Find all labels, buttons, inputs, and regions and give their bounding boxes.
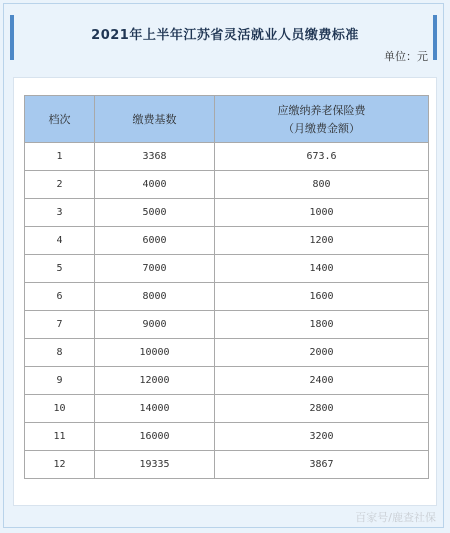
cell-base: 14000 bbox=[95, 395, 215, 423]
table-row bbox=[25, 311, 429, 339]
fee-table bbox=[24, 95, 429, 479]
cell-base: 16000 bbox=[95, 423, 215, 451]
table-row bbox=[25, 423, 429, 451]
cell-grade: 12 bbox=[25, 451, 95, 479]
unit-label: 单位：元 bbox=[384, 50, 428, 63]
cell-grade: 9 bbox=[25, 367, 95, 395]
cell-base: 5000 bbox=[95, 199, 215, 227]
cell-fee: 1000 bbox=[215, 199, 429, 227]
table-row bbox=[25, 367, 429, 395]
table-header-row bbox=[25, 96, 429, 143]
header-fee-line1: 应缴纳养老保险费 bbox=[277, 104, 366, 117]
cell-fee: 673.6 bbox=[215, 143, 429, 171]
cell-fee: 3867 bbox=[215, 451, 429, 479]
cell-base: 12000 bbox=[95, 367, 215, 395]
header-fee bbox=[215, 96, 429, 143]
table-row bbox=[25, 339, 429, 367]
table-row bbox=[25, 283, 429, 311]
cell-grade: 8 bbox=[25, 339, 95, 367]
table-card bbox=[13, 77, 437, 506]
cell-fee: 2400 bbox=[215, 367, 429, 395]
table-row bbox=[25, 227, 429, 255]
cell-base: 9000 bbox=[95, 311, 215, 339]
cell-base: 3368 bbox=[95, 143, 215, 171]
cell-grade: 3 bbox=[25, 199, 95, 227]
header-grade: 档次 bbox=[25, 96, 95, 143]
watermark-text: 百家号/鹿查社保 bbox=[355, 511, 436, 524]
cell-base: 19335 bbox=[95, 451, 215, 479]
cell-grade: 10 bbox=[25, 395, 95, 423]
cell-base: 4000 bbox=[95, 171, 215, 199]
cell-grade: 2 bbox=[25, 171, 95, 199]
table-row bbox=[25, 395, 429, 423]
cell-grade: 7 bbox=[25, 311, 95, 339]
cell-fee: 800 bbox=[215, 171, 429, 199]
cell-fee: 1800 bbox=[215, 311, 429, 339]
cell-fee: 1400 bbox=[215, 255, 429, 283]
table-row bbox=[25, 171, 429, 199]
table-row bbox=[25, 143, 429, 171]
table-row bbox=[25, 451, 429, 479]
header-fee-line2: （月缴费金额） bbox=[283, 122, 360, 135]
cell-base: 10000 bbox=[95, 339, 215, 367]
cell-fee: 1200 bbox=[215, 227, 429, 255]
cell-base: 6000 bbox=[95, 227, 215, 255]
header-base: 缴费基数 bbox=[95, 96, 215, 143]
table-row bbox=[25, 199, 429, 227]
cell-fee: 1600 bbox=[215, 283, 429, 311]
cell-base: 8000 bbox=[95, 283, 215, 311]
page-title: 2021年上半年江苏省灵活就业人员缴费标准 bbox=[91, 28, 359, 43]
cell-base: 7000 bbox=[95, 255, 215, 283]
cell-fee: 3200 bbox=[215, 423, 429, 451]
cell-grade: 4 bbox=[25, 227, 95, 255]
cell-grade: 6 bbox=[25, 283, 95, 311]
cell-grade: 11 bbox=[25, 423, 95, 451]
cell-fee: 2000 bbox=[215, 339, 429, 367]
cell-grade: 1 bbox=[25, 143, 95, 171]
table-row bbox=[25, 255, 429, 283]
cell-grade: 5 bbox=[25, 255, 95, 283]
cell-fee: 2800 bbox=[215, 395, 429, 423]
